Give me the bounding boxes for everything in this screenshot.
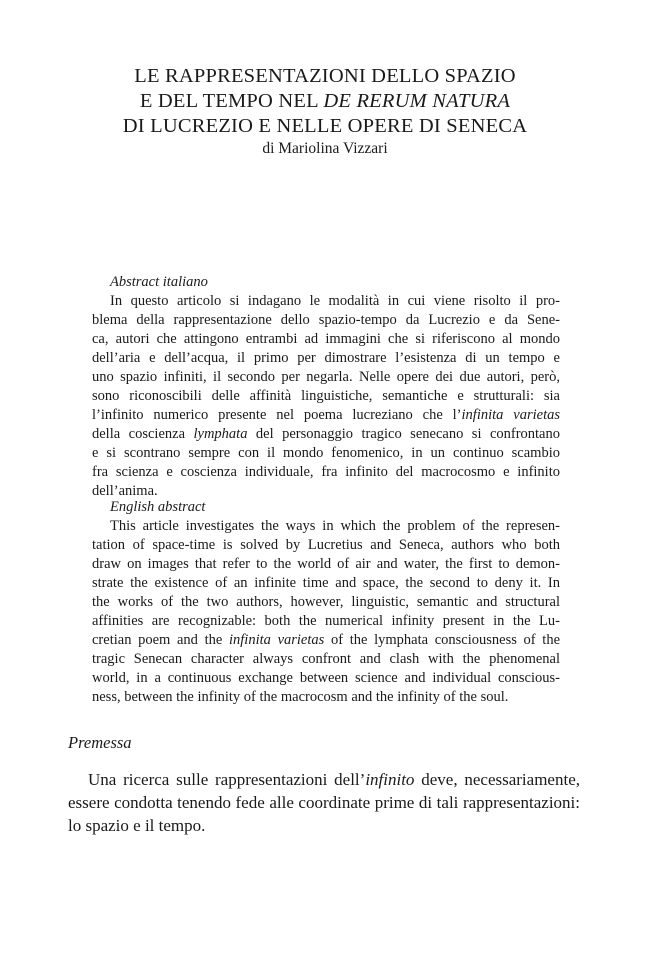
- title-line-2-italic: DE RERUM NATURA: [323, 90, 511, 112]
- abstract-line: sono riconoscibili delle affinità linguistiche, semantiche e strutturali: sia: [92, 388, 560, 404]
- abstract-line-text: della coscienza: [92, 426, 194, 442]
- abstract-line-text: l’infinito numerico presente nel poema lucreziano che l’: [92, 407, 462, 423]
- abstract-line: This article investigates the ways in which the problem of the represen-: [110, 518, 560, 534]
- body-line-text: deve, necessariamente,: [414, 770, 580, 789]
- body-line: [68, 768, 580, 791]
- title-line-2: [0, 89, 650, 114]
- abstract-line-text: del personaggio tragico senecano si confrontano: [247, 426, 560, 442]
- abstract-line-italic: lymphata: [193, 426, 248, 442]
- abstract-line: world, in a continuous exchange between science and individual conscious-: [92, 670, 560, 686]
- abstract-line-italic: infinita varietas: [229, 632, 325, 648]
- title-line-2-text: E DEL TEMPO NEL: [139, 90, 324, 112]
- body-line-text: Una ricerca sulle rappresentazioni dell’: [88, 770, 366, 789]
- section-heading-premessa: Premessa: [68, 733, 132, 752]
- abstract-line: [92, 406, 560, 425]
- abstract-line: dell’aria e dell’acqua, il primo per dimostrare l’esistenza di un tempo e: [92, 350, 560, 366]
- body-line: lo spazio e il tempo.: [68, 816, 206, 835]
- abstract-line: fra scienza e coscienza individuale, fra infinito del macrocosmo e infinito: [92, 464, 560, 480]
- body-line-italic: infinito: [365, 770, 415, 789]
- abstract-line: strate the existence of an infinite time and space, the second to deny it. In: [92, 575, 560, 591]
- abstract-line: [92, 631, 560, 650]
- abstract-line: e si scontrano sempre con il mondo fenomenico, in un continuo scambio: [92, 445, 560, 461]
- abstract-line-text: cretian poem and the: [92, 632, 229, 648]
- abstract-line: dell’anima.: [92, 483, 158, 499]
- abstract-italian: [92, 273, 560, 501]
- body-line: essere condotta tenendo fede alle coordinate prime di tali rappresentazioni:: [68, 793, 580, 812]
- abstract-line: blema della rappresentazione dello spazio-tempo da Lucrezio e da Sene-: [92, 312, 560, 328]
- abstract-line: tragic Senecan character always confront and clash with the phenomenal: [92, 651, 560, 667]
- abstract-line: tation of space-time is solved by Lucretius and Seneca, authors who both: [92, 537, 560, 553]
- abstract-line: affinities are recognizable: both the numerical infinity present in the Lu-: [92, 613, 560, 629]
- abstract-line-italic: infinita varietas: [461, 407, 561, 423]
- body-paragraph: [68, 768, 580, 837]
- title-line-3: DI LUCREZIO E NELLE OPERE DI SENECA: [122, 115, 528, 137]
- abstract-english: [92, 498, 560, 707]
- abstract-line: uno spazio infiniti, il secondo per negarla. Nelle opere dei due autori, però,: [92, 369, 560, 385]
- abstract-italian-heading: Abstract italiano: [110, 274, 208, 290]
- abstract-line: [92, 425, 560, 444]
- abstract-line: draw on images that refer to the world of air and water, the first to demon-: [92, 556, 560, 572]
- article-title-block: [0, 64, 650, 158]
- abstract-line: ca, autori che attingono entrambi ad immagini che si riferiscono al mondo: [92, 331, 560, 347]
- abstract-english-heading: English abstract: [110, 499, 206, 515]
- abstract-line: the works of the two authors, however, linguistic, semantic and structural: [92, 594, 560, 610]
- abstract-line: In questo articolo si indagano le modalità in cui viene risolto il pro-: [110, 293, 560, 309]
- title-line-1: LE RAPPRESENTAZIONI DELLO SPAZIO: [134, 65, 516, 87]
- abstract-line-text: of the lymphata consciousness of the: [324, 632, 561, 648]
- author-byline: di Mariolina Vizzari: [262, 140, 388, 157]
- abstract-line: ness, between the infinity of the macrocosm and the infinity of the soul.: [92, 689, 509, 705]
